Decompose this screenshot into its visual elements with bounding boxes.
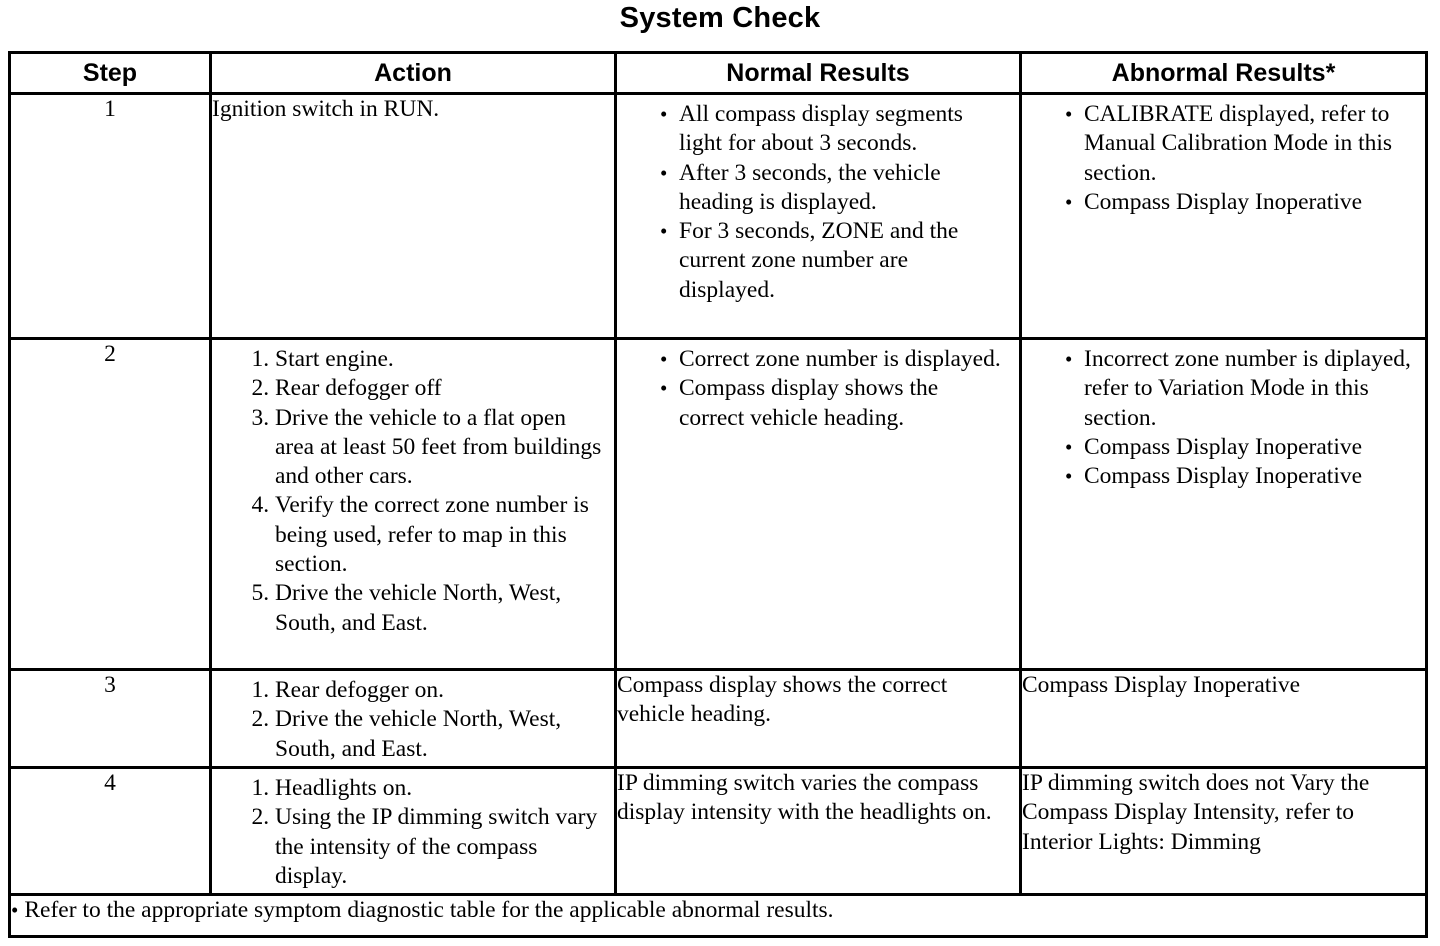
table-row xyxy=(10,339,1427,670)
step-number: 3 xyxy=(10,670,211,768)
abnormal-results-cell xyxy=(1021,670,1427,768)
header-abnormal-results: Abnormal Results* xyxy=(1021,53,1427,94)
table-row xyxy=(10,670,1427,768)
list-item: • CALIBRATE displayed, refer to Manual Calibration Mode in this section. xyxy=(1084,100,1415,188)
list-item: 1. Start engine. xyxy=(275,345,604,374)
table-row xyxy=(10,94,1427,339)
action-cell xyxy=(211,670,616,768)
abnormal-results-cell xyxy=(1021,94,1427,339)
table-row xyxy=(10,768,1427,895)
normal-results-text: Compass display shows the correct vehicle heading. xyxy=(617,672,948,728)
list-item: 3. Drive the vehicle to a flat open area at least 50 feet from buildings and other cars. xyxy=(275,404,604,492)
footnote-text: Refer to the appropriate symptom diagnostic table for the applicable abnormal results. xyxy=(24,897,834,923)
abnormal-results-cell xyxy=(1021,339,1427,670)
list-item: • Correct zone number is displayed. xyxy=(679,345,1009,374)
normal-results-cell xyxy=(616,670,1021,768)
header-action: Action xyxy=(211,53,616,94)
table-header-row xyxy=(10,53,1427,94)
step-number: 2 xyxy=(10,339,211,670)
list-item: 2. Rear defogger off xyxy=(275,374,604,403)
list-item: 2. Using the IP dimming switch vary the intensity of the compass display. xyxy=(275,803,604,891)
list-item: 1. Rear defogger on. xyxy=(275,676,604,705)
bullet-icon: • xyxy=(11,898,19,922)
normal-results-text: IP dimming switch varies the compass display intensity with the headlights on. xyxy=(617,770,992,826)
action-cell xyxy=(211,94,616,339)
step-number: 4 xyxy=(10,768,211,895)
action-text: Ignition switch in RUN. xyxy=(212,96,440,122)
list-item: 1. Headlights on. xyxy=(275,774,604,803)
list-item: 4. Verify the correct zone number is being used, refer to map in this section. xyxy=(275,491,604,579)
list-item: • After 3 seconds, the vehicle heading is displayed. xyxy=(679,159,1009,218)
list-item: 2. Drive the vehicle North, West, South, and East. xyxy=(275,705,604,764)
normal-results-cell xyxy=(616,768,1021,895)
step-number: 1 xyxy=(10,94,211,339)
list-item: 5. Drive the vehicle North, West, South, and East. xyxy=(275,579,604,638)
action-cell xyxy=(211,768,616,895)
footnote xyxy=(10,895,1427,937)
list-item: • For 3 seconds, ZONE and the current zone number are displayed. xyxy=(679,217,1009,305)
page-title: System Check xyxy=(619,2,821,34)
normal-results-cell xyxy=(616,94,1021,339)
header-normal-results: Normal Results xyxy=(616,53,1021,94)
list-item: • Incorrect zone number is diplayed, refer to Variation Mode in this section. xyxy=(1084,345,1415,433)
list-item: • Compass Display Inoperative xyxy=(1084,433,1415,462)
footnote-row xyxy=(10,895,1427,937)
header-step: Step xyxy=(10,53,211,94)
abnormal-results-cell xyxy=(1021,768,1427,895)
list-item: • Compass display shows the correct vehicle heading. xyxy=(679,374,1009,433)
abnormal-results-text: IP dimming switch does not Vary the Compass Display Intensity, refer to Interior Lights: Dimming xyxy=(1022,770,1370,855)
abnormal-results-text: Compass Display Inoperative xyxy=(1022,672,1301,698)
list-item: • Compass Display Inoperative xyxy=(1084,462,1415,491)
list-item: • All compass display segments light for about 3 seconds. xyxy=(679,100,1009,159)
normal-results-cell xyxy=(616,339,1021,670)
list-item: • Compass Display Inoperative xyxy=(1084,188,1415,217)
action-cell xyxy=(211,339,616,670)
system-check-table xyxy=(8,51,1428,938)
